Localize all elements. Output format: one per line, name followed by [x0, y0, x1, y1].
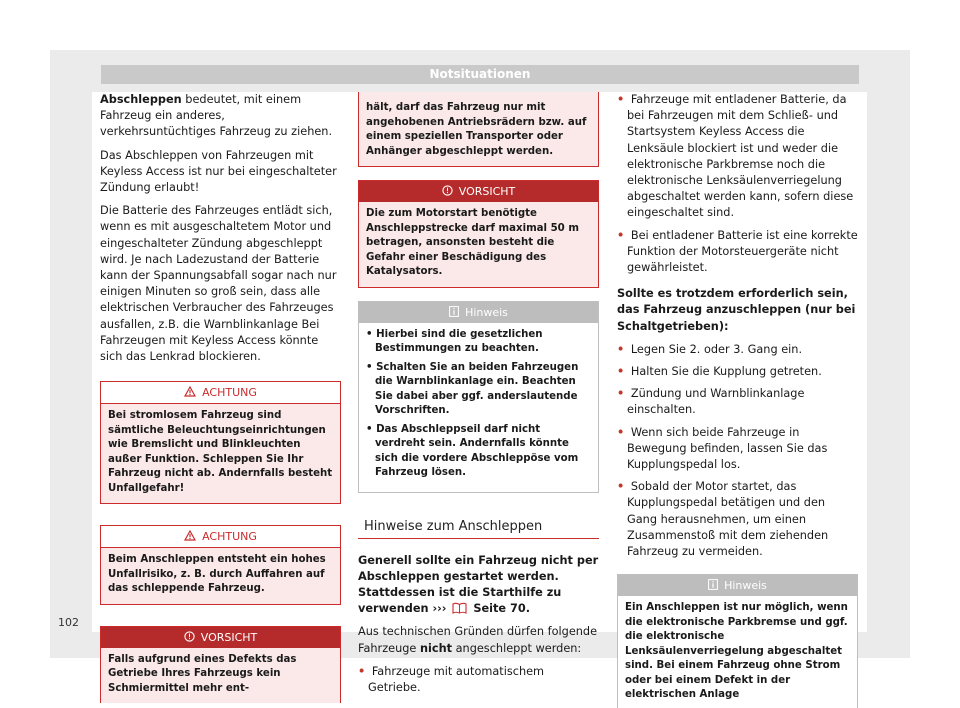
- note-title: Hinweis: [465, 305, 508, 319]
- warning-title: ACHTUNG: [202, 386, 257, 400]
- note-item: • Das Abschleppseil darf nicht verdreht sein. Andernfalls könnte sich die vordere Abschleppöse vom Fahrzeug lösen.: [366, 423, 579, 478]
- paragraph-text: bedeutet, mit einem Fahrzeug ein anderes, verkehrsuntüchtiges Fahrzeug zu ziehen.: [100, 93, 333, 139]
- caution-body-continued: hält, darf das Fahrzeug nur mit angehobenen Antriebsrädern bzw. auf einem speziellen Transporter oder Anhänger abgeschleppt werden.: [366, 102, 587, 157]
- paragraph-abschleppen: [100, 92, 341, 141]
- caution-title: VORSICHT: [200, 630, 258, 644]
- list-item-text: Legen Sie 2. oder 3. Gang ein.: [630, 342, 803, 356]
- list-item-text: Sobald der Motor startet, das Kupplungspedal betätigen und den Gang herausnehmen, um einen Zusammenstoß mit dem ziehenden Fahrzeug zu vermeiden.: [627, 480, 829, 559]
- caution-circle-icon: [442, 185, 453, 196]
- note-body: [359, 323, 598, 492]
- caution-title: VORSICHT: [458, 185, 516, 198]
- note-item-text: Hierbei sind die gesetzlichen Bestimmungen zu beachten.: [375, 328, 543, 354]
- list-item: • Sobald der Motor startet, das Kupplungspedal betätigen und den Gang herausnehmen, um einen Zusammenstoß mit dem ziehenden Fahrzeug zu vermeiden.: [617, 480, 829, 559]
- note-item: • Hierbei sind die gesetzlichen Bestimmungen zu beachten.: [366, 328, 543, 354]
- term-abschleppen: Abschleppen: [100, 93, 182, 106]
- section-title: Hinweise zum Anschleppen: [358, 519, 599, 539]
- list-item: • Legen Sie 2. oder 3. Gang ein.: [617, 342, 803, 356]
- list-item-text: Halten Sie die Kupplung getreten.: [630, 365, 822, 379]
- caution-body: Falls aufgrund eines Defekts das Getriebe Ihres Fahrzeugs kein Schmiermittel mehr ent-: [108, 653, 297, 694]
- warning-title: ACHTUNG: [202, 530, 257, 544]
- list-item: • Halten Sie die Kupplung getreten.: [617, 365, 822, 379]
- note-item-text: Schalten Sie an beiden Fahrzeugen die Warnblinkanlage ein. Beachten Sie dabei aber ggf. anderslautende Vorschriften.: [375, 361, 579, 416]
- info-icon: [449, 306, 459, 317]
- caution-circle-icon: [184, 631, 195, 642]
- warning-box-2: [100, 525, 341, 605]
- page-number: 102: [58, 616, 79, 629]
- list-item-text: Wenn sich beide Fahrzeuge in Bewegung befinden, lassen Sie das Kupplungspedal los.: [627, 425, 828, 472]
- list-item-text: Bei entladener Batterie ist eine korrekte Funktion der Motorsteuergeräte nicht gewährleistet.: [627, 228, 858, 275]
- warning-triangle-icon: [184, 386, 196, 397]
- caution-header: [101, 627, 340, 648]
- list-item-text: Fahrzeuge mit entladener Batterie, da bei Fahrzeugen mit dem Schließ- und Startsystem Keyless Access die Lenksäule blockiert ist und weder die elektronische Parkbremse noch die elektronische Lenksäulenverriegelung abgeschaltet werden kann, sofern diese eingeschaltet sind.: [627, 93, 854, 220]
- column-2: [358, 92, 599, 702]
- paragraph-text: Generell sollte ein Fahrzeug nicht per Abschleppen gestartet werden. Stattdessen ist die Starthilfe zu verwenden ›››: [358, 553, 599, 616]
- page-reference-link[interactable]: Seite 70: [473, 602, 526, 616]
- caution-box-1-continued: [358, 92, 599, 167]
- list-item-text: Fahrzeuge mit automatischem Getriebe.: [368, 664, 545, 694]
- paragraph-heading-schaltgetriebe: Sollte es trotzdem erforderlich sein, das Fahrzeug anzuschleppen (nur bei Schaltgetrieben):: [617, 287, 856, 333]
- warning-triangle-icon: [184, 530, 196, 541]
- note-item: • Schalten Sie an beiden Fahrzeugen die Warnblinkanlage ein. Beachten Sie dabei aber ggf. anderslautende Vorschriften.: [366, 361, 579, 416]
- warning-body: Bei stromlosem Fahrzeug sind sämtliche Beleuchtungseinrichtungen wie Bremslicht und Blinkleuchten außer Funktion. Schleppen Sie Ihr Fahrzeug nicht ab. Andernfalls besteht Unfallgefahr!: [108, 410, 333, 494]
- info-icon: [708, 579, 718, 590]
- list-item: • Zündung und Warnblinkanlage einschalten.: [617, 387, 805, 417]
- paragraph-keyless: Das Abschleppen von Fahrzeugen mit Keyless Access ist nur bei eingeschalteter Zündung erlaubt!: [100, 148, 337, 195]
- note-item-text: Das Abschleppseil darf nicht verdreht sein. Andernfalls könnte sich die vordere Abschleppöse vom Fahrzeug lösen.: [375, 423, 579, 478]
- note-body: Ein Anschleppen ist nur möglich, wenn die elektronische Parkbremse und ggf. die elektronische Lenksäulenverriegelung abgeschaltet sind. Bei einem Fahrzeug ohne Strom oder bei einem Defekt in der elektrischen Anlage: [625, 602, 848, 701]
- list-item-text: Zündung und Warnblinkanlage einschalten.: [627, 387, 805, 417]
- emphasis-nicht: nicht: [419, 641, 453, 655]
- paragraph-text: Aus technischen Gründen dürfen folgende Fahrzeuge: [358, 625, 598, 655]
- list-item: • Wenn sich beide Fahrzeuge in Bewegung befinden, lassen Sie das Kupplungspedal los.: [617, 425, 828, 472]
- warning-header: [101, 526, 340, 548]
- chapter-header: Notsituationen: [101, 65, 859, 84]
- paragraph-text: angeschleppt werden:: [452, 641, 582, 655]
- column-3: [617, 92, 858, 708]
- caution-box-1: [100, 626, 341, 704]
- warning-body: Beim Anschleppen entsteht ein hohes Unfallrisiko, z. B. durch Auffahren auf das schleppende Fahrzeug.: [108, 554, 326, 595]
- caution-header: [359, 181, 598, 202]
- caution-box-2: [358, 180, 599, 288]
- note-title: Hinweis: [724, 579, 767, 593]
- list-item: • Fahrzeuge mit entladener Batterie, da bei Fahrzeugen mit dem Schließ- und Startsystem Keyless Access die Lenksäule blockiert ist und weder die elektronische Parkbremse noch die elektronische Lenksäulenverriegelung abgeschaltet werden kann, sofern diese eingeschaltet sind.: [617, 93, 854, 220]
- list-item: • Bei entladener Batterie ist eine korrekte Funktion der Motorsteuergeräte nicht gewährleistet.: [617, 228, 858, 275]
- caution-body: Die zum Motorstart benötigte Anschleppstrecke darf maximal 50 m betragen, ansonsten besteht die Gefahr einer Beschädigung des Katalysators.: [366, 208, 579, 277]
- paragraph-technical: [358, 624, 599, 656]
- paragraph-battery: Die Batterie des Fahrzeuges entlädt sich, wenn es mit ausgeschaltetem Motor und eingeschalteter Zündung abgeschleppt wird. Je nach Ladezustand der Batterie kann der Spannungsabfall sogar nach nur einigen Minuten so groß sein, dass alle elektrischen Verbraucher des Fahrzeuges ausfallen, z.B. die Warnblinkanlage Bei Fahrzeugen mit Keyless Access könnte sich das Lenkrad blockieren.: [100, 204, 337, 364]
- warning-box-1: [100, 381, 341, 504]
- paragraph-starthilfe: [358, 553, 599, 618]
- note-header: [359, 302, 598, 323]
- note-box-1: [358, 301, 599, 493]
- column-1: [100, 92, 341, 703]
- note-box-2: [617, 574, 858, 708]
- warning-header: [101, 382, 340, 404]
- page-content: [92, 92, 867, 701]
- paragraph-text: .: [525, 602, 530, 616]
- book-reference-icon: [452, 602, 467, 614]
- note-header: [618, 575, 857, 596]
- list-item: • Fahrzeuge mit automatischem Getriebe.: [358, 664, 545, 694]
